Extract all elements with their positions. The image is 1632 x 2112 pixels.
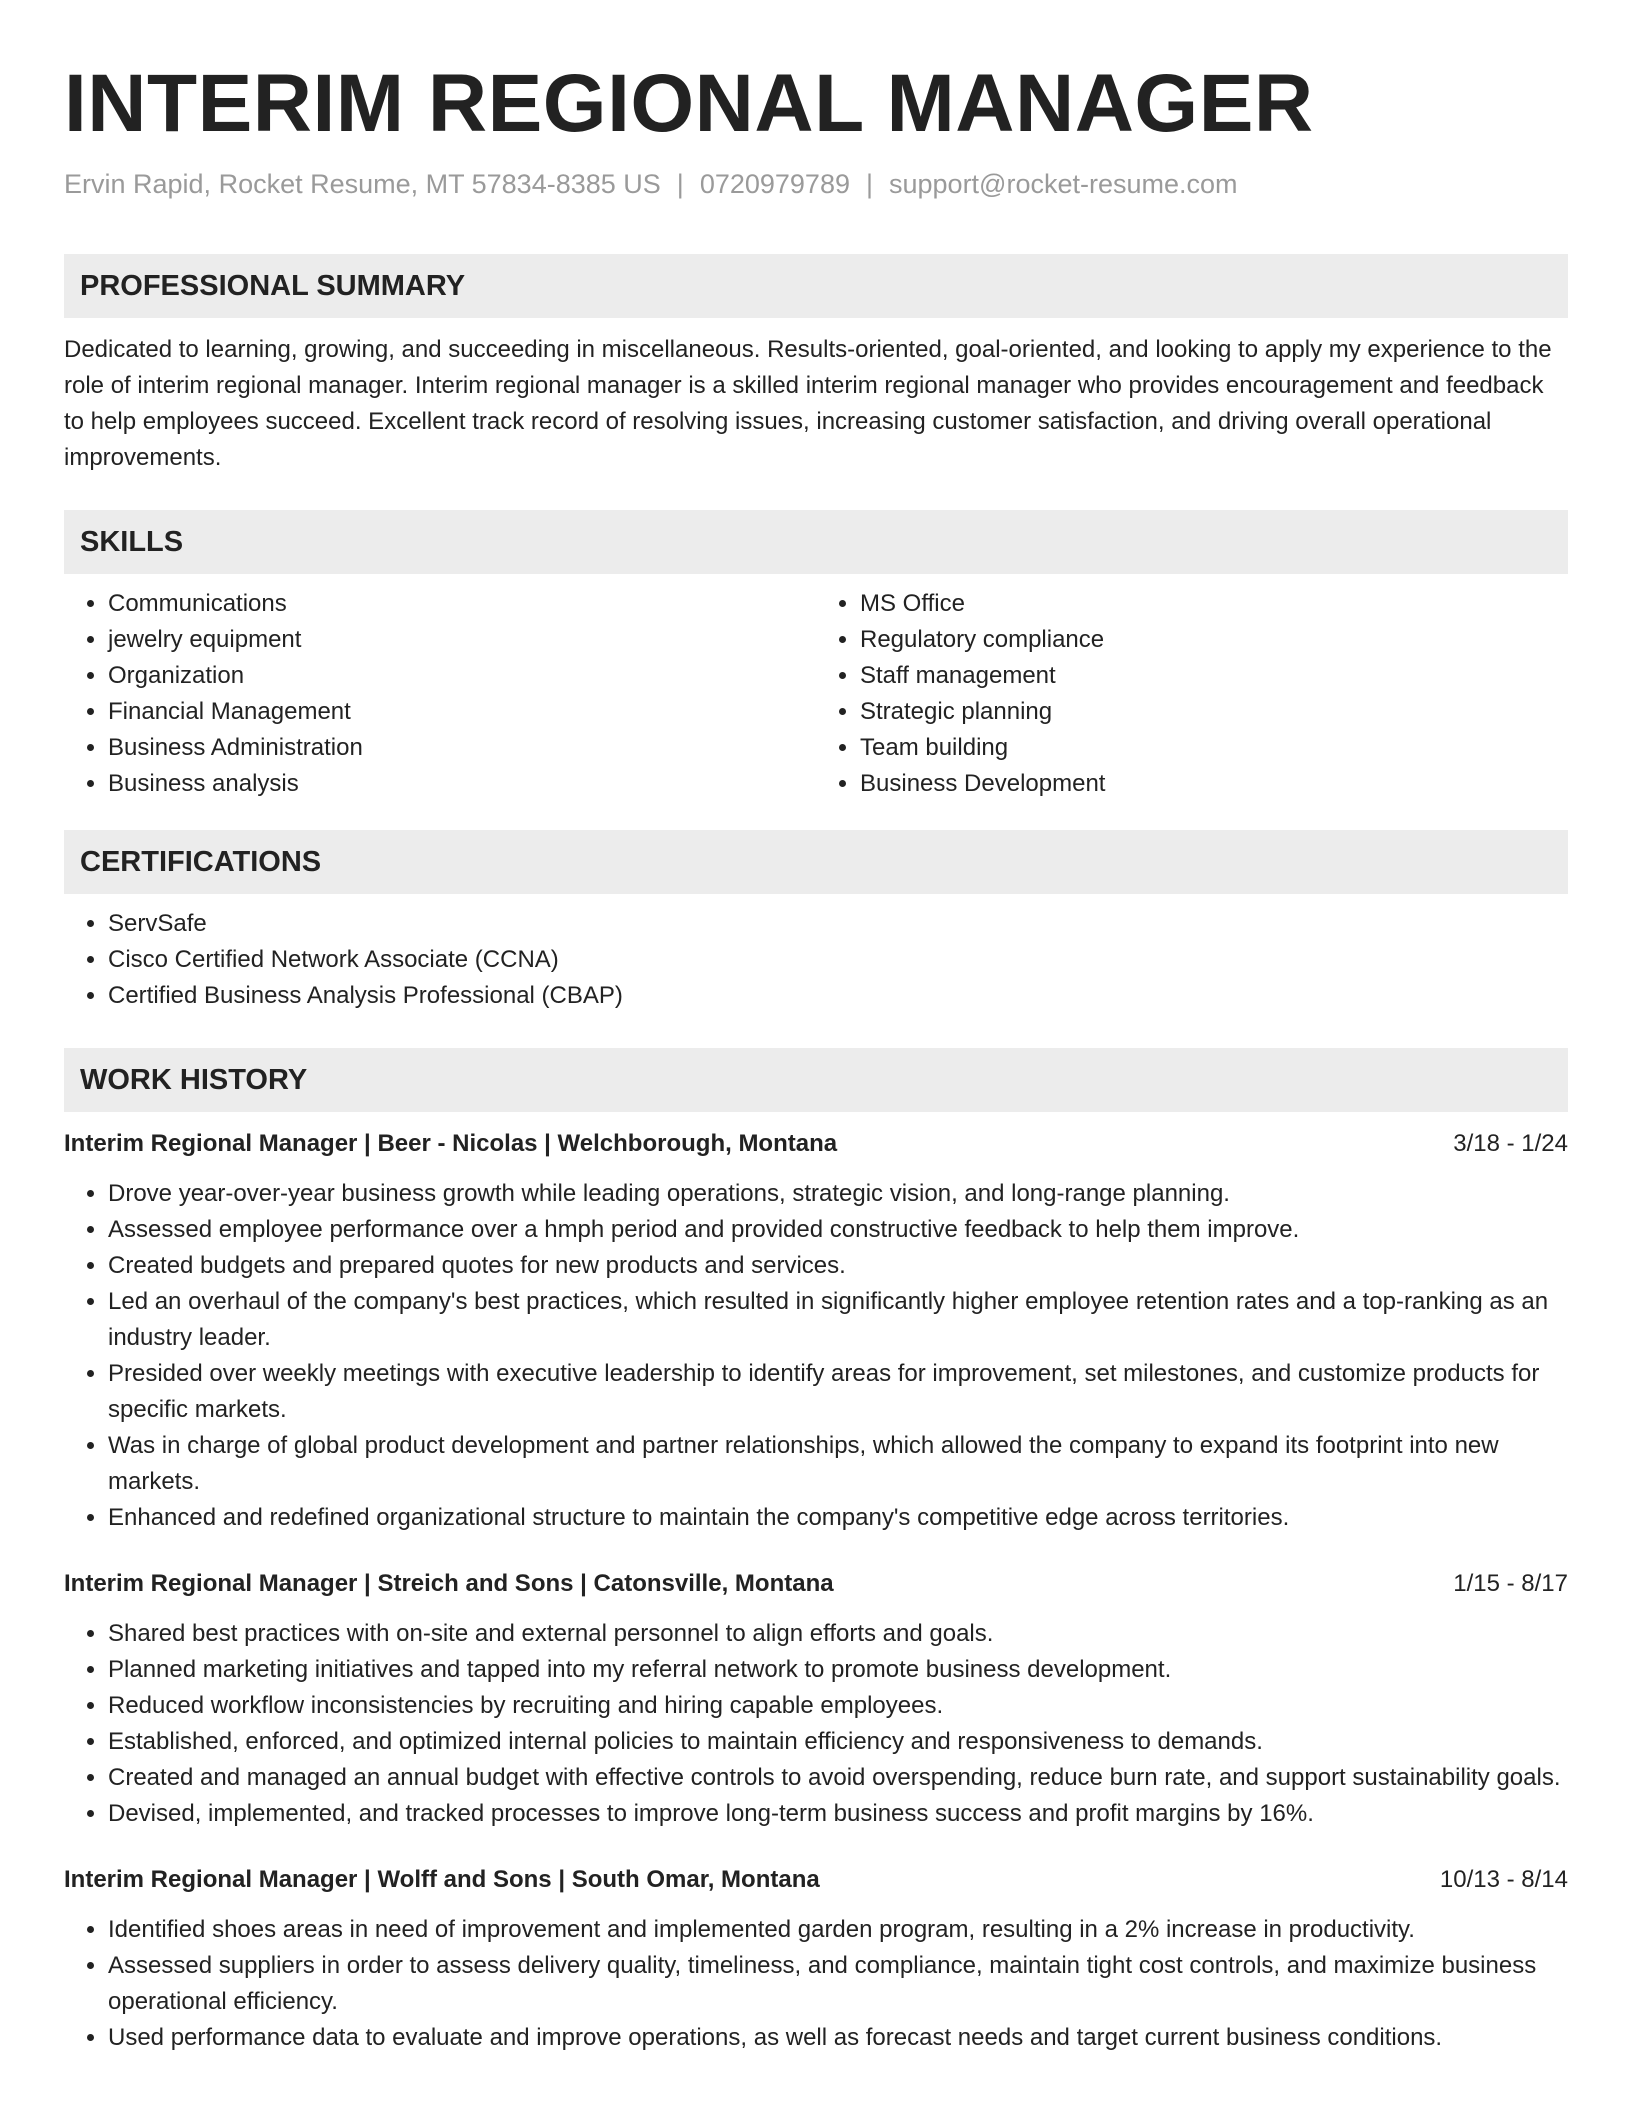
skill-item: • Organization: [108, 658, 816, 694]
job-bullet: • Shared best practices with on-site and external personnel to align efforts and goals.: [108, 1616, 1568, 1652]
job-bullet: • Identified shoes areas in need of improvement and implemented garden program, resulting in a 2% increase in productivity.: [108, 1912, 1568, 1948]
skills-heading: SKILLS: [64, 510, 1568, 574]
job-bullet: • Presided over weekly meetings with executive leadership to identify areas for improvement, set milestones, and customize products for specific markets.: [108, 1356, 1568, 1428]
skill-item: • Team building: [860, 730, 1568, 766]
skill-item: • Regulatory compliance: [860, 622, 1568, 658]
job-bullet: • Used performance data to evaluate and improve operations, as well as forecast needs and target current business conditions.: [108, 2020, 1568, 2056]
skills-column-right: [816, 586, 1568, 802]
job-bullet: • Planned marketing initiatives and tapped into my referral network to promote business development.: [108, 1652, 1568, 1688]
certifications-heading: CERTIFICATIONS: [64, 830, 1568, 894]
job-dates: 10/13 - 8/14: [1439, 1866, 1568, 1893]
skill-item: • Business Development: [860, 766, 1568, 802]
job-bullet: • Assessed employee performance over a hmph period and provided constructive feedback to help them improve.: [108, 1212, 1568, 1248]
job-title: Interim Regional Manager | Streich and Sons | Catonsville, Montana: [64, 1570, 834, 1597]
certification-item: • Certified Business Analysis Professional (CBAP): [108, 978, 1568, 1014]
job-entry: [64, 1862, 1568, 2056]
job-bullet: • Created and managed an annual budget with effective controls to avoid overspending, reduce burn rate, and support sustainability goals.: [108, 1760, 1568, 1796]
job-dates: 3/18 - 1/24: [1453, 1130, 1568, 1157]
contact-phone: 0720979789: [699, 169, 850, 199]
job-bullets: [64, 1176, 1568, 1536]
job-bullet: • Was in charge of global product development and partner relationships, which allowed the company to expand its footprint into new markets.: [108, 1428, 1568, 1500]
job-entry: [64, 1566, 1568, 1832]
skill-item: • Business analysis: [108, 766, 816, 802]
skills-column-left: [64, 586, 816, 802]
skill-item: • Business Administration: [108, 730, 816, 766]
job-dates: 1/15 - 8/17: [1453, 1570, 1568, 1597]
skill-item: • Strategic planning: [860, 694, 1568, 730]
job-bullet: • Devised, implemented, and tracked processes to improve long-term business success and profit margins by 16%.: [108, 1796, 1568, 1832]
certifications-list: [64, 906, 1568, 1014]
job-bullet: • Drove year-over-year business growth while leading operations, strategic vision, and long-range planning.: [108, 1176, 1568, 1212]
job-title: Interim Regional Manager | Beer - Nicolas | Welchborough, Montana: [64, 1130, 838, 1157]
contact-email: support@rocket-resume.com: [889, 169, 1238, 199]
certification-item: • ServSafe: [108, 906, 1568, 942]
job-header: [64, 1862, 1568, 1898]
job-header: [64, 1566, 1568, 1602]
skill-item: • Staff management: [860, 658, 1568, 694]
job-bullet: • Assessed suppliers in order to assess delivery quality, timeliness, and compliance, maintain tight cost controls, and maximize business operational efficiency.: [108, 1948, 1568, 2020]
contact-separator: |: [676, 169, 684, 199]
contact-line: [64, 166, 1568, 202]
job-bullet: • Enhanced and redefined organizational structure to maintain the company's competitive edge across territories.: [108, 1500, 1568, 1536]
contact-separator: |: [865, 169, 873, 199]
certification-item: • Cisco Certified Network Associate (CCNA): [108, 942, 1568, 978]
job-title: Interim Regional Manager | Wolff and Sons | South Omar, Montana: [64, 1866, 820, 1893]
skill-item: • MS Office: [860, 586, 1568, 622]
skills-list: [64, 586, 1568, 802]
job-entry: [64, 1126, 1568, 1536]
contact-address: Ervin Rapid, Rocket Resume, MT 57834-8385 US: [64, 169, 661, 199]
job-bullets: [64, 1616, 1568, 1832]
skill-item: • Financial Management: [108, 694, 816, 730]
work-history-heading: WORK HISTORY: [64, 1048, 1568, 1112]
summary-text: Dedicated to learning, growing, and succeeding in miscellaneous. Results-oriented, goal-oriented, and looking to apply my experience to the role of interim regional manager. Interim regional manager is a skilled interim regional manager who provides encouragement and feedback to help employees succeed. Excellent track record of resolving issues, increasing customer satisfaction, and driving overall operational improvements.: [64, 336, 1552, 471]
job-header: [64, 1126, 1568, 1162]
summary-heading: PROFESSIONAL SUMMARY: [64, 254, 1568, 318]
job-bullets: [64, 1912, 1568, 2056]
job-bullet: • Reduced workflow inconsistencies by recruiting and hiring capable employees.: [108, 1688, 1568, 1724]
job-bullet: • Established, enforced, and optimized internal policies to maintain efficiency and responsiveness to demands.: [108, 1724, 1568, 1760]
resume-title: INTERIM REGIONAL MANAGER: [64, 58, 1314, 149]
job-bullet: • Created budgets and prepared quotes for new products and services.: [108, 1248, 1568, 1284]
job-bullet: • Led an overhaul of the company's best practices, which resulted in significantly higher employee retention rates and a top-ranking as an industry leader.: [108, 1284, 1568, 1356]
skill-item: • jewelry equipment: [108, 622, 816, 658]
skill-item: • Communications: [108, 586, 816, 622]
